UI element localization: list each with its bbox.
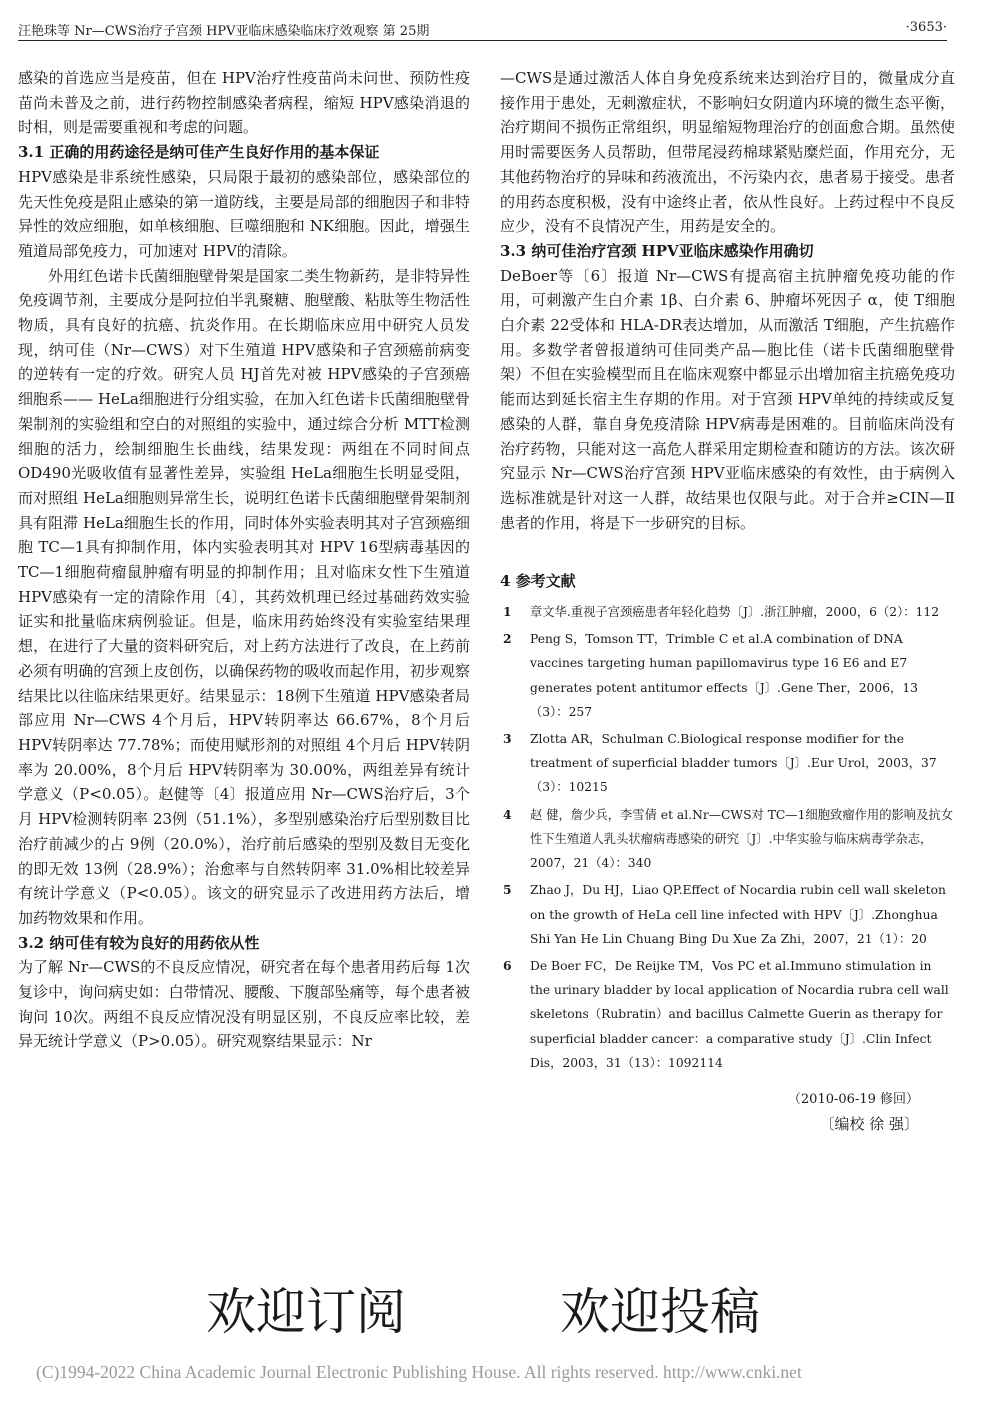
- editor-credit: 〔编校 徐 强〕: [819, 1114, 919, 1133]
- paragraph-nocardia: 外用红色诺卡氏菌细胞壁骨架是国家二类生物新药，是非特异性免疫调节剂，主要成分是阿拉伯半乳聚糖、胞壁酸、粘肽等生物活性物质，具有良好的抗癌、抗炎作用。在长期临床应用中研究人员发现，纳可佳（Nr—CWS）对下生殖道 HPV感染和子宫颈癌前病变的逆转有一定的疗效。研究人员 HJ首先对被 HPV感染的子宫颈癌细胞系—— HeLa细胞进行分组实验，在加入红色诺卡氏菌细胞壁骨架制剂的实验组和空白的对照组的实验中，通过综合分析 MTT检测细胞的活力，绘制细胞生长曲线，结果发现：两组在不同时间点 OD490光吸收值有显著性差异，实验组 HeLa细胞生长明显受阻，而对照组 HeLa细胞则异常生长，说明红色诺卡氏菌细胞壁骨架制剂具有阻滞 HeLa细胞生长的作用，同时体外实验表明其对子宫颈癌细胞 TC—1具有抑制作用，体内实验表明其对 HPV 16型病毒基因的 TC—1细胞荷瘤鼠肿瘤有明显的抑制作用；且对临床女性下生殖道 HPV感染有一定的清除作用〔4〕，其药效机理已经过基础药效实验证实和批量临床病例验证。但是，临床用药始终没有实验室结果理想，在进行了大量的资料研究后，对上药方法进行了改良，在上药前必须有明确的宫颈上皮创伤，以确保药物的吸收而起作用，初步观察结果比以往临床结果更好。结果显示：18例下生殖道 HPV感染者局部应用 Nr—CWS 4个月后，HPV转阴率达 66.67%，8个月后 HPV转阴率达 77.78%；而使用赋形剂的对照组 4个月后 HPV转阴率为 20.00%，8个月后 HPV转阴率为 30.00%，两组差异有统计学意义（P<0.05）。赵健等〔4〕报道应用 Nr—CWS治疗后，3个月 HPV检测转阴率 23例（51.1%），多型别感染治疗后型别数目比治疗前减少的占 9例（20.0%），治疗前后感染的型别及数目无变化的即无效 13例（28.9%）；治愈率与自然转阴率 31.0%相比较差异有统计学意义（P<0.05）。该文的研究显示了改进用药方法后，增加药物效果和作用。: [18, 266, 470, 927]
- reference-text: Zlotta AR，Schulman C.Biological response modifier for the treatment of superficial bladder tumors〔J〕.Eur Urol，2003，37（3）：10215: [530, 732, 937, 795]
- paragraph-continued: —CWS是通过激活人体自身免疫系统来达到治疗目的，微量成分直接作用于患处，无刺激症状，不影响妇女阴道内环境的微生态平衡，治疗期间不损伤正常组织，明显缩短物理治疗的创面愈合期。虽然使用时需要医务人员帮助，但带尾浸药棉球紧贴糜烂面，作用充分，无其他药物治疗的异味和药液流出，不污染内衣，患者易于接受。患者的用药态度积极，没有中途终止者，依从性良好。上药过程中不良反应少，没有不良情况产生，用药是安全的。: [500, 69, 955, 236]
- reference-item: [500, 627, 955, 724]
- section-3-1-title: 3.1 正确的用药途径是纳可佳产生良好作用的基本保证: [18, 143, 380, 162]
- reference-number: 3: [503, 731, 512, 747]
- section-3-1-body: HPV感染是非系统性感染，只局限于最初的感染部位，感染部位的先天性免疫是阻止感染的第一道防线，主要是局部的细胞因子和非特异性的效应细胞，如单核细胞、巨噬细胞和 NK细胞。因此，增强生殖道局部免疫力，可加速对 HPV的清除。: [18, 167, 470, 260]
- reference-number: 6: [503, 957, 512, 973]
- section-3-2-body: 为了解 Nr—CWS的不良反应情况，研究者在每个患者用药后每 1次复诊中，询问病史如：白带情况、腰酸、下腹部坠痛等，每个患者被询问 10次。两组不良反应情况没有明显区别，不良反应率比较，差异无统计学意义（P>0.05）。研究观察结果显示：Nr: [18, 958, 470, 1051]
- reference-number: 4: [503, 806, 512, 822]
- left-column: [18, 66, 470, 1054]
- reference-item: [500, 600, 955, 624]
- section-3-2-title: 3.2 纳可佳有较为良好的用药依从性: [18, 933, 260, 952]
- copyright-footer: (C)1994-2022 China Academic Journal Electronic Publishing House. All rights reserved. http://www.cnki.net: [36, 1362, 802, 1382]
- section-3-3-body: DeBoer等〔6〕报道 Nr—CWS有提高宿主抗肿瘤免疫功能的作用，可刺激产生白介素 1β、白介素 6、肿瘤坏死因子 α，使 T细胞白介素 22受体和 HLA-DR表达增加，从而激活 T细胞，产生抗癌作用。多数学者曾报道纳可佳同类产品—胞比佳（诺卡氏菌细胞壁骨架）不但在实验模型而且在临床观察中都显示出增加宿主抗癌免疫功能而达到延长宿主生存期的作用。对于宫颈 HPV单纯的持续或反复感染的人群，靠自身免疫清除 HPV病毒是困难的。目前临床尚没有治疗药物，只能对这一高危人群采用定期检查和随访的方法。该次研究显示 Nr—CWS治疗宫颈 HPV亚临床感染的有效性，由于病例入选标准就是针对这一人群，故结果也仅限与此。对于合并≥CIN—Ⅱ患者的作用，将是下一步研究的目标。: [500, 266, 955, 532]
- reference-item: [500, 878, 955, 951]
- reference-text: 章文华.重视子宫颈癌患者年轻化趋势〔J〕.浙江肿瘤，2000，6（2）：112: [530, 605, 940, 620]
- reference-number: 2: [503, 631, 512, 647]
- reference-item: [500, 727, 955, 800]
- header-title: 汪艳珠等 Nr—CWS治疗子宫颈 HPV亚临床感染临床疗效观察 第 25期: [18, 24, 430, 39]
- reference-number: 1: [503, 604, 512, 620]
- references-heading: 4 参考文献: [500, 572, 576, 591]
- revision-date: （2010-06-19 修回）: [787, 1091, 919, 1107]
- right-column: [500, 66, 955, 1137]
- section-3-3-title: 3.3 纳可佳治疗宫颈 HPV亚临床感染作用确切: [500, 241, 814, 260]
- reference-item: [500, 803, 955, 876]
- reference-text: De Boer FC，De Reijke TM，Vos PC et al.Immuno stimulation in the urinary bladder by local application of Nocardia rubra cell wall skeletons（Rubratin）and bacillus Calmette Guerin as therapy for superficial bladder cancer：a comparative study〔J〕.Clin Infect Dis，2003，31（13）：1092114: [530, 958, 949, 1070]
- paragraph-intro: 感染的首选应当是疫苗，但在 HPV治疗性疫苗尚未问世、预防性疫苗尚未普及之前，进行药物控制感染者病程，缩短 HPV感染消退的时相，则是需要重视和考虑的问题。: [18, 69, 470, 137]
- running-header: [18, 20, 947, 41]
- slogan-subscribe: 欢迎订阅: [206, 1283, 406, 1341]
- reference-text: 赵 健，詹少兵，李雪倩 et al.Nr—CWS对 TC—1细胞致瘤作用的影响及抗女性下生殖道人乳头状瘤病毒感染的研究〔J〕.中华实验与临床病毒学杂志，2007，21（4）：340: [530, 807, 953, 871]
- reference-text: Peng S，Tomson TT，Trimble C et al.A combination of DNA vaccines targeting human papillomavirus type 16 E6 and E7 generates potent antitumor effects〔J〕.Gene Ther，2006，13（3）：257: [530, 632, 918, 719]
- reference-item: [500, 954, 955, 1075]
- page-number: ·3653·: [905, 20, 947, 35]
- reference-text: Zhao J，Du HJ，Liao QP.Effect of Nocardia rubin cell wall skeleton on the growth of HeLa cell line infected with HPV〔J〕.Zhonghua Shi Yan He Lin Chuang Bing Du Xue Za Zhi，2007，21（1）：20: [530, 883, 946, 946]
- slogan-submit: 欢迎投稿: [560, 1283, 760, 1341]
- reference-number: 5: [503, 882, 512, 898]
- reference-list: [500, 600, 955, 1075]
